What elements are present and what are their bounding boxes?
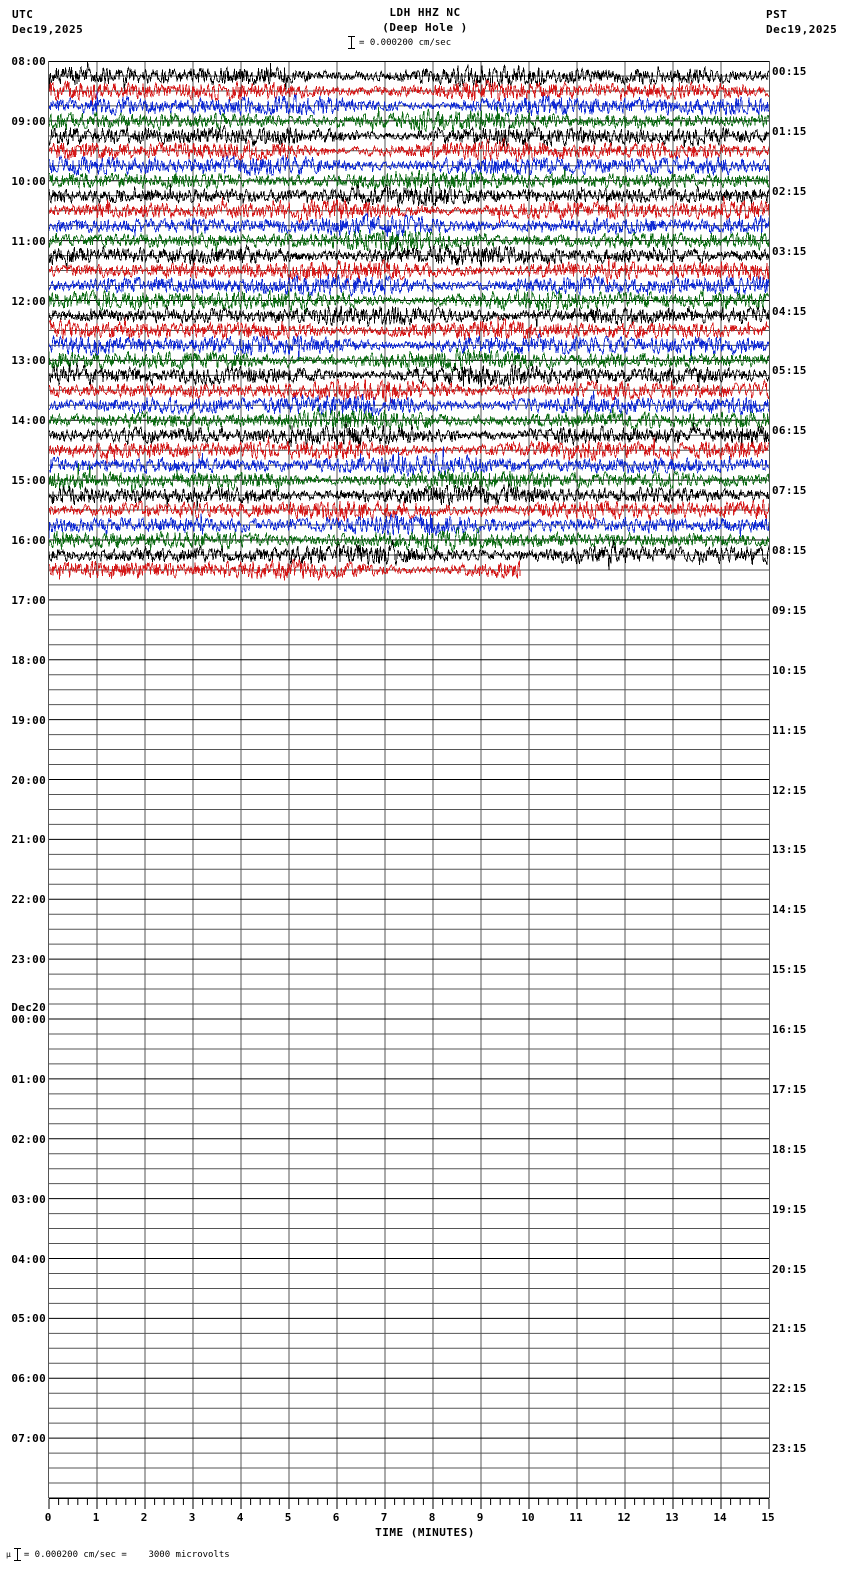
helicorder-plot-area[interactable]	[48, 61, 770, 1498]
x-tick-label: 12	[617, 1511, 631, 1524]
utc-hour-label: 23:00	[11, 953, 46, 967]
utc-hour-label: 04:00	[11, 1252, 46, 1266]
utc-hour-label: 18:00	[11, 653, 46, 667]
scale-legend-text: = 0.000200 cm/sec	[359, 37, 452, 48]
footer-scale-legend	[6, 1548, 230, 1561]
pst-hour-label: 20:15	[772, 1262, 807, 1276]
x-tick-label: 5	[284, 1511, 292, 1524]
pst-hour-label: 12:15	[772, 783, 807, 797]
pst-hour-label: 10:15	[772, 663, 807, 677]
station-title: LDH HHZ NC	[389, 6, 461, 19]
x-tick-label: 8	[428, 1511, 436, 1524]
pst-hour-label: 01:15	[772, 124, 807, 138]
pst-hour-label: 07:15	[772, 484, 807, 498]
pst-hour-label: 19:15	[772, 1202, 807, 1216]
pst-hour-label: 16:15	[772, 1023, 807, 1036]
pst-hour-label: 05:15	[772, 364, 807, 378]
utc-hour-label: 05:00	[11, 1312, 46, 1326]
x-tick-label: 10	[521, 1511, 535, 1524]
pst-hour-label: 11:15	[772, 723, 807, 737]
utc-hour-label: 09:00	[11, 114, 46, 128]
utc-hour-label: 20:00	[11, 773, 46, 787]
utc-hour-label: 01:00	[11, 1072, 46, 1086]
x-axis-ticks	[48, 1498, 768, 1510]
utc-hour-label: 15:00	[11, 474, 46, 488]
x-tick-label: 15	[761, 1511, 775, 1524]
utc-hour-label: 10:00	[11, 174, 46, 188]
utc-hour-label: 16:00	[11, 534, 46, 547]
pst-hour-label: 14:15	[772, 903, 807, 917]
utc-hour-label: 21:00	[11, 833, 46, 847]
pst-hour-label: 21:15	[772, 1322, 807, 1336]
utc-hour-label: 13:00	[11, 354, 46, 368]
pst-hour-label: 08:15	[772, 544, 807, 557]
scale-legend	[348, 36, 451, 49]
x-tick-label: 11	[569, 1511, 583, 1524]
vertical-scale-bar-icon	[14, 1548, 21, 1561]
x-tick-label: 9	[476, 1511, 484, 1524]
pst-hour-label: 15:15	[772, 963, 807, 977]
utc-timezone-label: UTC	[12, 8, 34, 21]
utc-hour-label: 19:00	[11, 713, 46, 727]
x-tick-label: 0	[44, 1511, 52, 1524]
footer-scale-text: = 0.000200 cm/sec = 3000 microvolts	[23, 1549, 230, 1560]
utc-hour-label: 22:00	[11, 893, 46, 907]
utc-hour-label: 03:00	[11, 1192, 46, 1206]
x-tick-label: 3	[188, 1511, 196, 1524]
pst-date-label: Dec19,2025	[766, 23, 838, 36]
utc-hour-label: 02:00	[11, 1132, 46, 1146]
vertical-scale-bar-icon	[348, 36, 355, 49]
pst-hour-label: 06:15	[772, 424, 807, 438]
pst-hour-label: 00:15	[772, 65, 807, 78]
utc-hour-label: 08:00	[11, 55, 46, 68]
day-break-label: Dec20	[11, 1001, 46, 1014]
pst-timezone-label: PST	[766, 8, 788, 21]
utc-hour-label: 00:00	[11, 1013, 46, 1026]
pst-hour-label: 03:15	[772, 244, 807, 258]
x-tick-label: 1	[92, 1511, 100, 1524]
x-tick-label: 13	[665, 1511, 679, 1524]
station-subtitle: (Deep Hole )	[382, 21, 468, 34]
x-axis-title: TIME (MINUTES)	[375, 1526, 475, 1539]
pst-hour-label: 18:15	[772, 1142, 807, 1156]
utc-hour-label: 12:00	[11, 294, 46, 308]
x-tick-label: 7	[380, 1511, 388, 1524]
utc-hour-label: 06:00	[11, 1372, 46, 1386]
x-tick-label: 6	[332, 1511, 340, 1524]
pst-hour-label: 09:15	[772, 603, 807, 617]
pst-hour-label: 22:15	[772, 1382, 807, 1396]
utc-hour-label: 07:00	[11, 1432, 46, 1446]
utc-hour-label: 11:00	[11, 234, 46, 248]
pst-hour-label: 17:15	[772, 1082, 807, 1096]
pst-hour-label: 04:15	[772, 304, 807, 318]
micro-symbol: μ	[6, 1550, 11, 1559]
pst-hour-label: 02:15	[772, 184, 807, 198]
pst-hour-label: 13:15	[772, 843, 807, 857]
utc-hour-label: 17:00	[11, 593, 46, 607]
utc-hour-label: 14:00	[11, 414, 46, 428]
x-tick-label: 14	[713, 1511, 727, 1524]
utc-date-label: Dec19,2025	[12, 23, 84, 36]
x-tick-label: 4	[236, 1511, 244, 1524]
x-tick-label: 2	[140, 1511, 148, 1524]
pst-hour-label: 23:15	[772, 1442, 807, 1456]
x-axis-tick-labels	[0, 1511, 850, 1525]
seismic-traces	[49, 61, 769, 1498]
